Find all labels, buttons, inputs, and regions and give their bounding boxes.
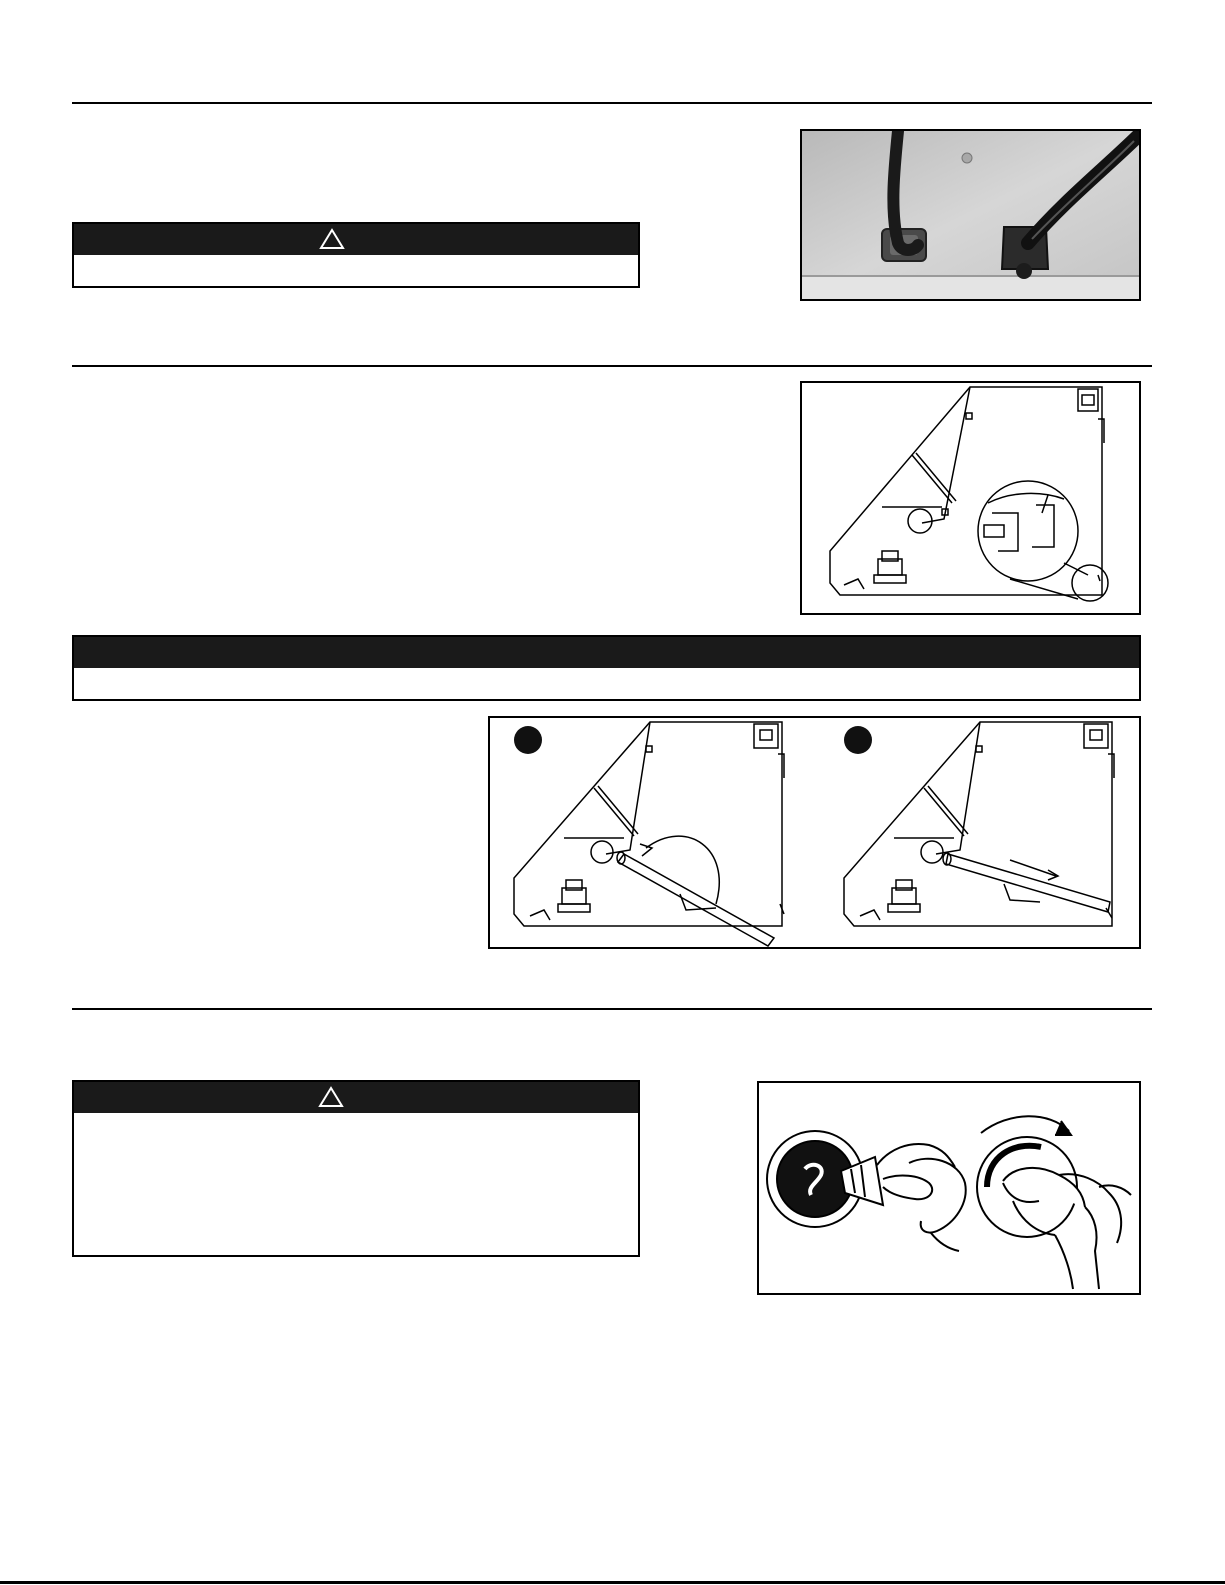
warning-triangle-icon: [319, 228, 345, 250]
notice-box: [72, 635, 1141, 701]
figure-cord-grommets-photo: [800, 129, 1141, 301]
warning-banner: [74, 1082, 638, 1113]
page-bottom-rule: [0, 1581, 1225, 1584]
notice-banner: [74, 637, 1139, 668]
warning-box-1: [72, 222, 640, 288]
figure-rod-installation-steps: [488, 716, 1141, 949]
section-divider-1: [72, 102, 1152, 104]
section-divider-3: [72, 1008, 1152, 1010]
warning-triangle-icon: [318, 1086, 344, 1108]
figure-unit-detail-callout: [800, 381, 1141, 615]
warning-banner: [74, 224, 638, 255]
section-divider-2: [72, 365, 1152, 367]
figure-hands-turning-knob: [757, 1081, 1141, 1295]
warning-box-2: [72, 1080, 640, 1257]
